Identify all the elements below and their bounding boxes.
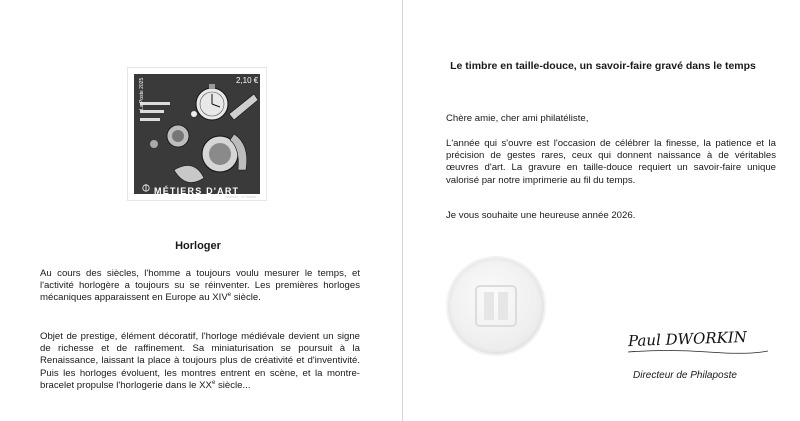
letter-body: L'année qui s'ouvre est l'occasion de célébrer la finesse, la patience et la précision de gestes rares, ceux qui donnent naissance à de véritables œuvres d'art. La gravure en taille-douce requiert un savoir-faire unique valorisé par notre imprimerie au fil du temps.	[446, 138, 776, 186]
letter-greeting: Chère amie, cher ami philatéliste,	[446, 113, 589, 124]
signature-underline-icon	[628, 348, 768, 356]
stamp-issuer: La Poste 2025	[139, 77, 145, 110]
embossed-emblem-icon	[470, 278, 522, 334]
stamp-country: FRANCE	[16, 76, 52, 85]
signer-title: Directeur de Philaposte	[633, 370, 737, 381]
stamp	[128, 68, 266, 200]
card-fold-line	[402, 0, 403, 421]
stamp-credit: Manuel · Le Hobbit	[226, 195, 256, 199]
stamp-theme: MÉTIERS D'ART	[154, 186, 240, 196]
left-paragraph-2-text: Objet de prestige, élément décoratif, l'horloge médiévale devient un signe de richesse et de raffinement. Sa miniaturisation se poursuit à la Renaissance, laissant la place à toujours plus de créativité et d'inventivité. Puis les horloges évoluent, les montres entrent en scène, et la montre-bracelet propulse l'horlogerie dans le XX	[40, 331, 360, 391]
left-paragraph-1-sup: e	[227, 292, 232, 299]
stamp-face-value: 2,10 €	[236, 76, 259, 85]
left-paragraph-1-text: Au cours des siècles, l'homme a toujours voulu mesurer le temps, et l'activité horlogère a toujours su se réinventer. Les premières horloges mécaniques apparaissent en Europe au XIV	[40, 268, 360, 304]
embossed-seal	[448, 258, 544, 354]
left-paragraph-2	[40, 331, 360, 392]
left-heading: Horloger	[175, 240, 221, 252]
left-paragraph-2-sup: e	[211, 379, 216, 386]
signature: Paul DWORKIN	[627, 327, 748, 351]
left-paragraph-1-end: siècle.	[231, 292, 261, 304]
watchmaker-engraving-icon	[134, 74, 260, 194]
la-poste-logo-icon	[142, 184, 150, 192]
letter-wishes: Je vous souhaite une heureuse année 2026.	[446, 210, 636, 221]
right-heading: Le timbre en taille-douce, un savoir-faire gravé dans le temps	[450, 60, 756, 72]
left-paragraph-1	[40, 268, 360, 305]
stamp-engraving-illustration	[134, 74, 260, 194]
left-paragraph-2-end: siècle...	[215, 379, 251, 391]
